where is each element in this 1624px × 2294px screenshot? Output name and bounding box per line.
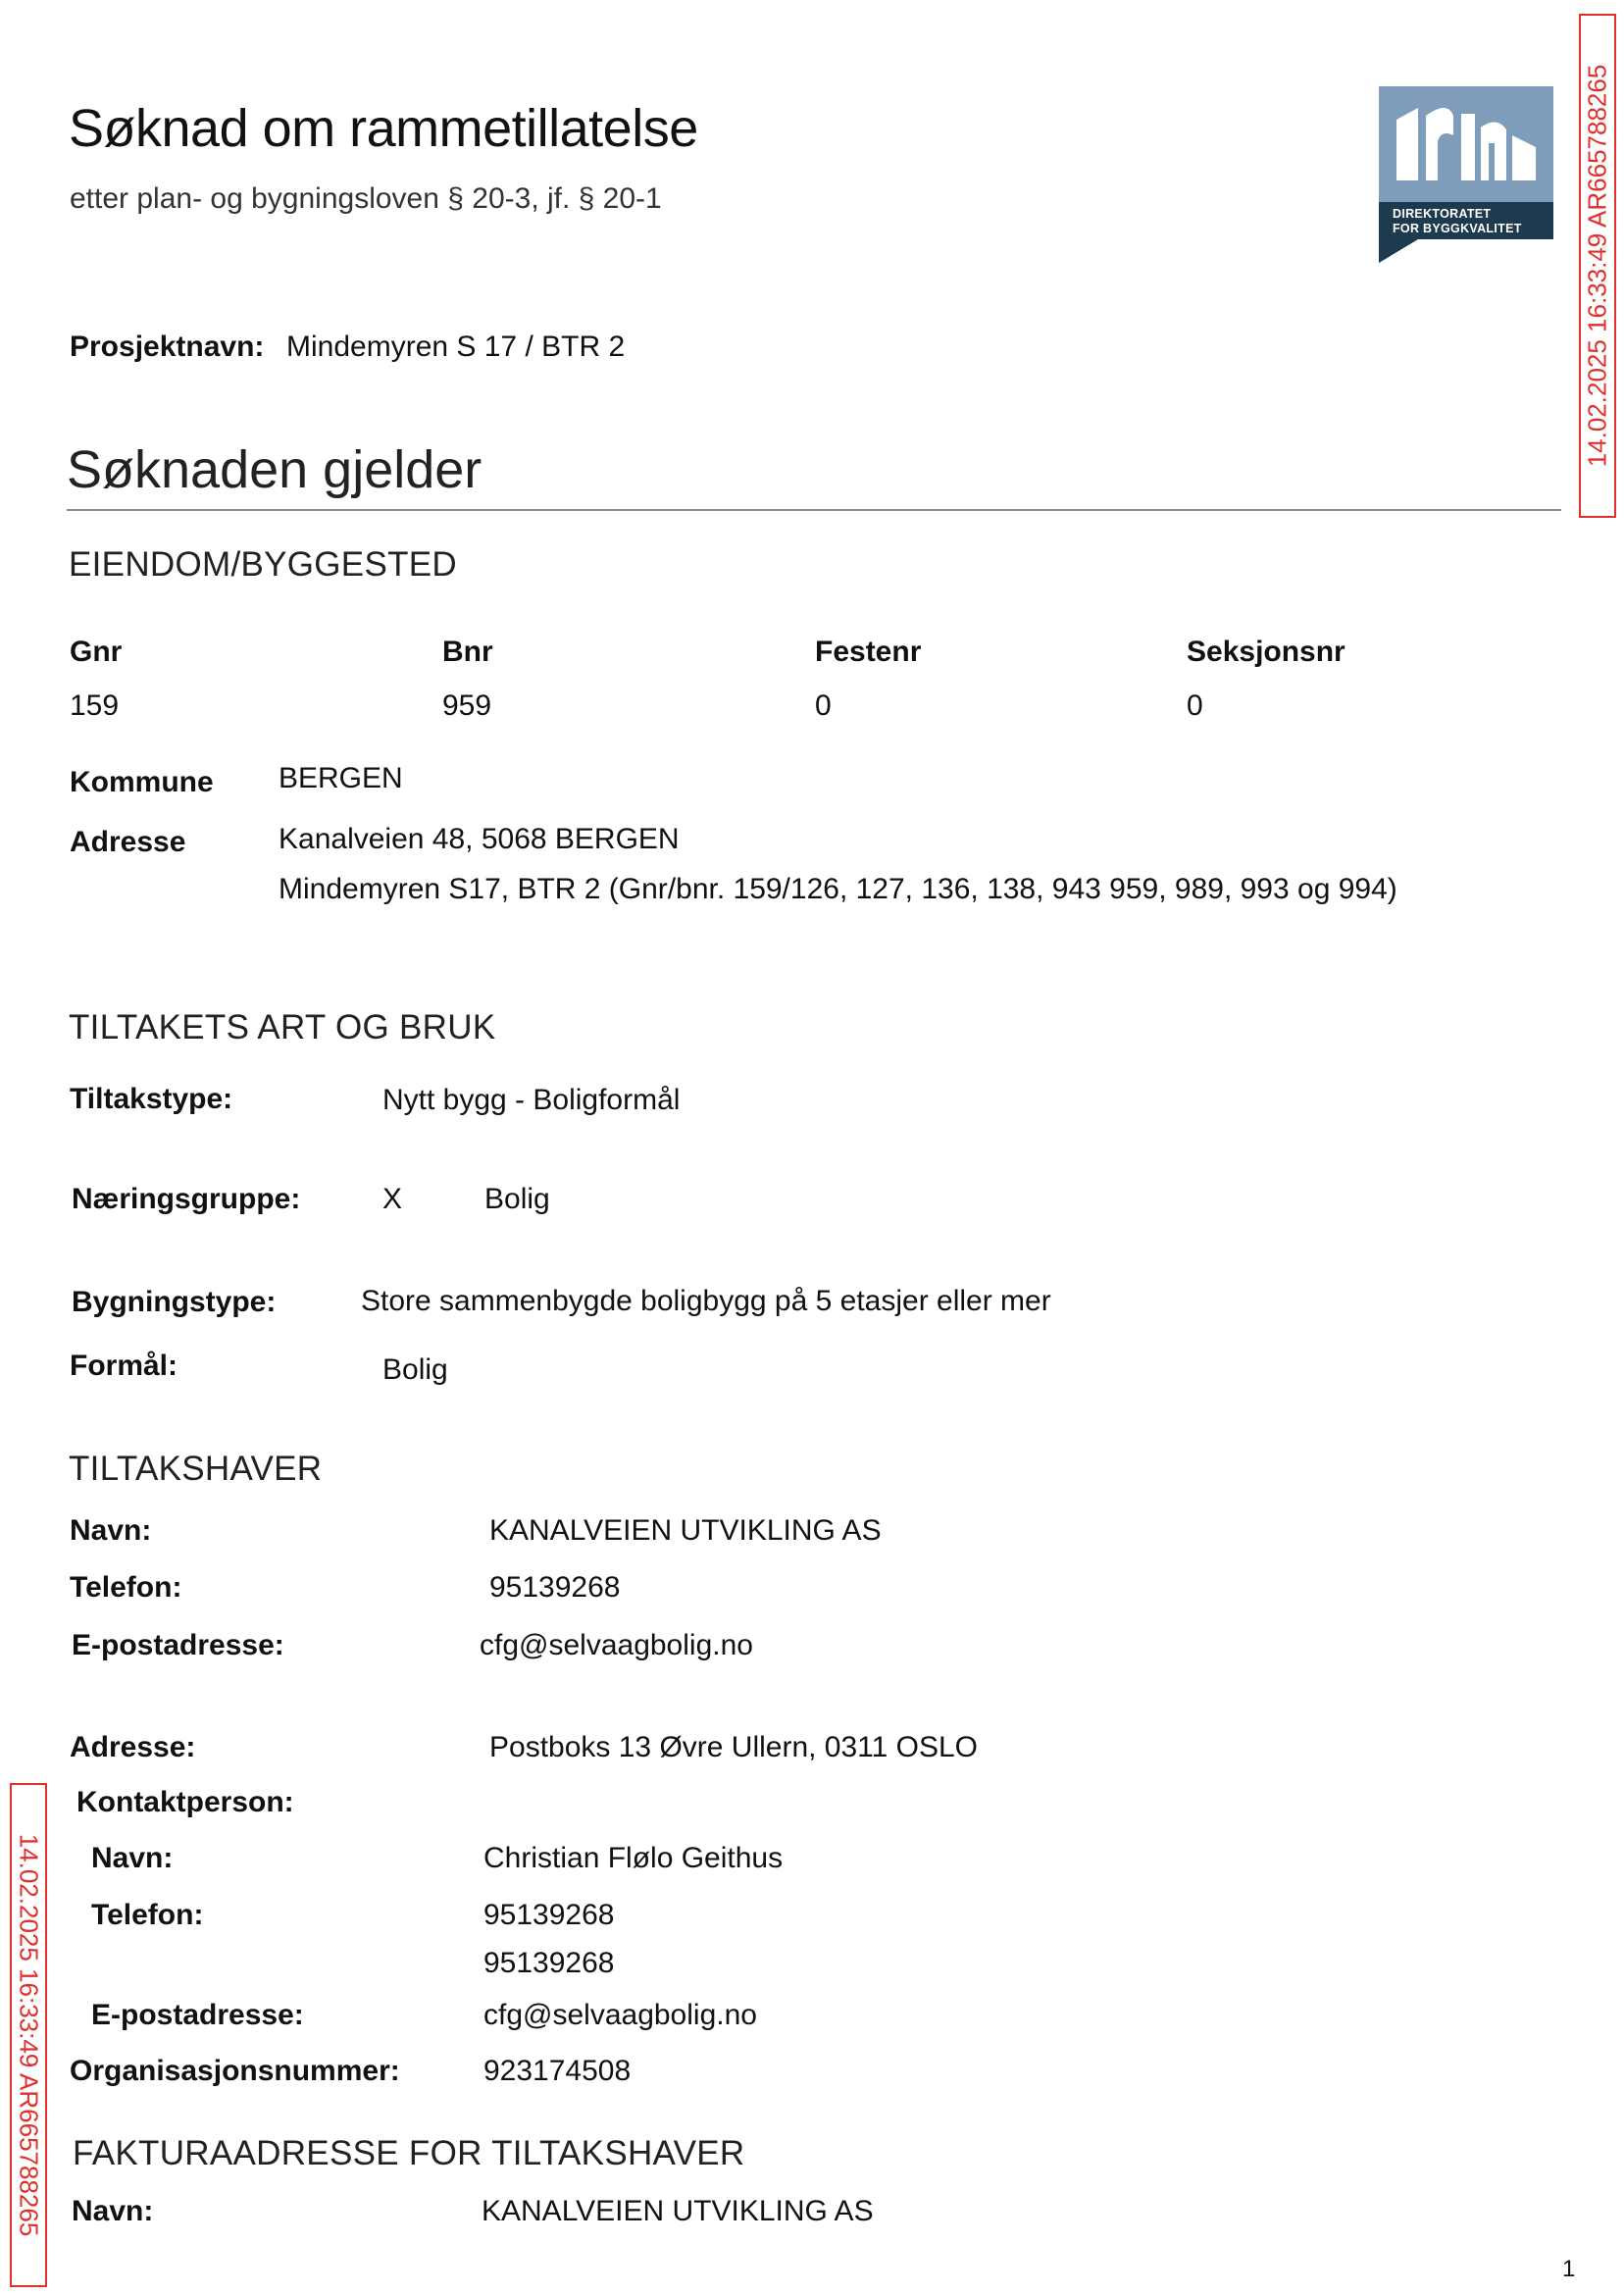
festenr-label: Festenr bbox=[815, 636, 922, 668]
bnr-label: Bnr bbox=[442, 636, 493, 668]
organisasjonsnummer-label: Organisasjonsnummer: bbox=[70, 2055, 400, 2087]
tiltakstype-label: Tiltakstype: bbox=[70, 1083, 233, 1115]
adresse-line1: Kanalveien 48, 5068 BERGEN bbox=[279, 823, 680, 855]
logo-text-line2: FOR BYGGKVALITET bbox=[1393, 222, 1522, 235]
tiltakshaver-telefon-value: 95139268 bbox=[489, 1571, 621, 1604]
tiltakshaver-epost-value: cfg@selvaagbolig.no bbox=[480, 1629, 753, 1661]
bnr-value: 959 bbox=[442, 689, 492, 722]
date-stamp-side-text: 14.02.2025 16:33:49 AR665788265 bbox=[14, 1833, 44, 2237]
adresse-label: Adresse bbox=[70, 826, 186, 858]
naeringsgruppe-code: X bbox=[382, 1183, 403, 1215]
adresse-line2: Mindemyren S17, BTR 2 (Gnr/bnr. 159/126, 127, 136, 138, 943 959, 989, 993 og 994) bbox=[279, 873, 1397, 905]
building-icon bbox=[1379, 86, 1553, 202]
formal-value: Bolig bbox=[382, 1353, 448, 1386]
kontakt-telefon-value-1: 95139268 bbox=[483, 1899, 615, 1931]
date-stamp-side bbox=[10, 1783, 47, 2287]
bygningstype-value: Store sammenbygde boligbygg på 5 etasjer eller mer bbox=[361, 1285, 1051, 1317]
tiltakshaver-telefon-label: Telefon: bbox=[70, 1571, 182, 1604]
tiltakshaver-navn-label: Navn: bbox=[70, 1514, 152, 1547]
date-stamp-top-text: 14.02.2025 16:33:49 AR665788265 bbox=[1582, 64, 1612, 468]
gnr-label: Gnr bbox=[70, 636, 123, 668]
kontakt-navn-label: Navn: bbox=[91, 1842, 174, 1874]
section-title: Søknaden gjelder bbox=[67, 440, 482, 499]
faktura-heading: FAKTURAADRESSE FOR TILTAKSHAVER bbox=[73, 2134, 745, 2172]
seksjonsnr-value: 0 bbox=[1187, 689, 1203, 722]
faktura-navn-value: KANALVEIEN UTVIKLING AS bbox=[482, 2195, 874, 2227]
tiltakshaver-navn-value: KANALVEIEN UTVIKLING AS bbox=[489, 1514, 882, 1547]
kommune-value: BERGEN bbox=[279, 762, 403, 794]
gnr-value: 159 bbox=[70, 689, 120, 722]
kontakt-telefon-label: Telefon: bbox=[91, 1899, 204, 1931]
tiltakshaver-adresse-value: Postboks 13 Øvre Ullern, 0311 OSLO bbox=[489, 1731, 979, 1763]
kommune-label: Kommune bbox=[70, 766, 214, 798]
tiltakshaver-adresse-label: Adresse: bbox=[70, 1731, 196, 1763]
page-number: 1 bbox=[1562, 2256, 1576, 2282]
naeringsgruppe-value: Bolig bbox=[484, 1183, 550, 1215]
date-stamp-top bbox=[1579, 14, 1616, 518]
project-label: Prosjektnavn: bbox=[70, 331, 265, 363]
kontakt-navn-value: Christian Flølo Geithus bbox=[483, 1842, 784, 1874]
logo-banner bbox=[1379, 202, 1553, 239]
document-subtitle: etter plan- og bygningsloven § 20-3, jf. § 20-1 bbox=[70, 182, 662, 215]
property-heading: EIENDOM/BYGGESTED bbox=[69, 545, 457, 584]
kontakt-telefon-value-2: 95139268 bbox=[483, 1947, 615, 1979]
naeringsgruppe-label: Næringsgruppe: bbox=[72, 1183, 301, 1215]
festenr-value: 0 bbox=[815, 689, 832, 722]
kontakt-epost-label: E-postadresse: bbox=[91, 1999, 304, 2031]
tiltakstype-value: Nytt bygg - Boligformål bbox=[382, 1084, 681, 1116]
tiltak-heading: TILTAKETS ART OG BRUK bbox=[69, 1008, 496, 1046]
logo-tab bbox=[1379, 239, 1418, 263]
faktura-navn-label: Navn: bbox=[72, 2195, 154, 2227]
formal-label: Formål: bbox=[70, 1350, 178, 1382]
logo-graphic bbox=[1379, 86, 1553, 202]
tiltakshaver-epost-label: E-postadresse: bbox=[72, 1629, 284, 1661]
seksjonsnr-label: Seksjonsnr bbox=[1187, 636, 1345, 668]
logo-text-line1: DIREKTORATET bbox=[1393, 207, 1492, 221]
project-value: Mindemyren S 17 / BTR 2 bbox=[286, 331, 626, 363]
document-title: Søknad om rammetillatelse bbox=[69, 99, 698, 158]
dibk-logo bbox=[1379, 86, 1553, 275]
tiltakshaver-heading: TILTAKSHAVER bbox=[69, 1450, 323, 1488]
bygningstype-label: Bygningstype: bbox=[72, 1286, 277, 1318]
kontakt-epost-value: cfg@selvaagbolig.no bbox=[483, 1999, 757, 2031]
section-divider bbox=[67, 509, 1561, 511]
kontaktperson-label: Kontaktperson: bbox=[76, 1786, 294, 1818]
organisasjonsnummer-value: 923174508 bbox=[483, 2055, 632, 2087]
